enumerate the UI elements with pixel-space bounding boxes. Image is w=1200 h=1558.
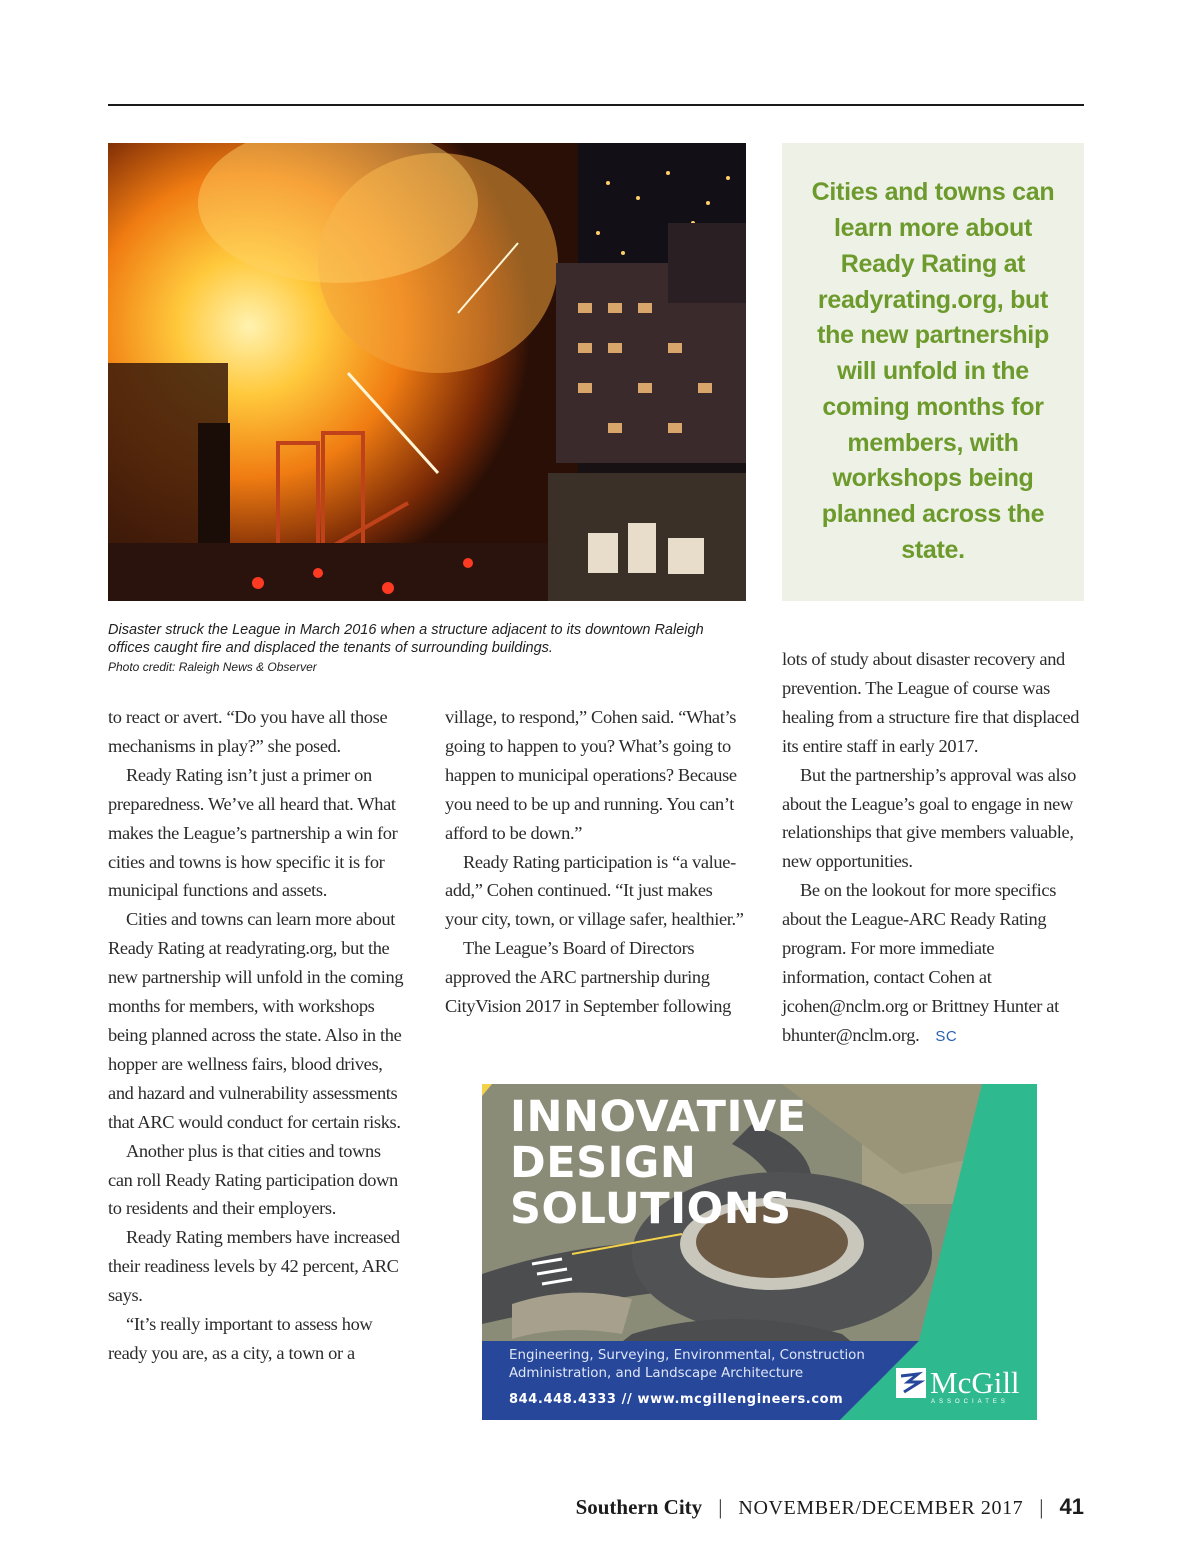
mcgill-logo-subtitle: ASSOCIATES [931,1399,1009,1405]
caption-text: Disaster struck the League in March 2016 when a structure adjacent to its downtown Raleigh offices caught fire and displaced the tenants of surrounding buildings. [108,622,704,656]
ad-headline [510,1094,807,1232]
mcgill-logo [896,1365,1020,1405]
fire-photo [108,143,746,601]
paragraph: The League’s Board of Directors approved the ARC partnership during CityVision 2017 in September following [445,938,731,1017]
article-column-1 [108,703,408,1368]
paragraph: Ready Rating participation is “a value-add,” Cohen continued. “It just makes your city, town, or village safer, healthier.” [445,851,744,930]
pull-quote-text: Cities and towns can learn more about Ready Rating at readyrating.org, but the new partnership will unfold in the coming months for members, with workshops being planned across the state. [811,178,1055,565]
ad-services-line: Administration, and Landscape Architecture [509,1366,804,1381]
top-rule [108,104,1084,106]
paragraph: Ready Rating isn’t just a primer on preparedness. We’ve all heard that. What makes the League’s partnership a win for cities and towns is how specific it is for municipal functions and assets. [108,764,398,901]
ad-headline-line: SOLUTIONS [510,1184,792,1234]
article-column-3 [782,645,1084,1052]
page-footer [576,1494,1084,1520]
ad-services-line: Engineering, Surveying, Environmental, Construction [509,1348,865,1363]
paragraph: Ready Rating members have increased their readiness levels by 42 percent, ARC says. [108,1227,400,1306]
issue-date: NOVEMBER/DECEMBER 2017 [738,1497,1024,1519]
paragraph: lots of study about disaster recovery and prevention. The League of course was healing from a structure fire that displaced its entire staff in early 2017. [782,649,1080,756]
mcgill-advertisement[interactable] [482,1084,1037,1420]
end-mark: SC [935,1027,958,1045]
fire-photo-illustration [108,143,746,601]
pull-quote-box [782,143,1084,601]
paragraph: “It’s really important to assess how ready you are, as a city, a town or a [108,1314,373,1363]
photo-credit: Photo credit: Raleigh News & Observer [108,660,317,674]
paragraph-text: Be on the lookout for more specifics about the League-ARC Ready Rating program. For more immediate information, contact Cohen at jcohen@nclm.org or Brittney Hunter at bhunter@nclm.org. [782,880,1059,1045]
footer-separator: | [718,1495,723,1519]
paragraph: village, to respond,” Cohen said. “What’s going to happen to you? What’s going to happen to municipal operations? Because you need to be up and running. You can’t afford to be down.” [445,707,737,843]
paragraph: But the partnership’s approval was also about the League’s goal to engage in new relationships that give members valuable, new opportunities. [782,764,1076,872]
page-number: 41 [1059,1494,1084,1519]
footer-separator: | [1039,1495,1044,1519]
ad-headline-line: DESIGN [510,1138,697,1188]
mcgill-logo-icon [896,1368,926,1398]
ad-contact-info[interactable]: 844.448.4333 // www.mcgillengineers.com [509,1392,844,1407]
mcgill-logo-name: McGill [930,1365,1020,1400]
paragraph: to react or avert. “Do you have all those mechanisms in play?” she posed. [108,707,388,756]
ad-services [509,1347,869,1383]
article-column-2 [445,703,747,1021]
magazine-name: Southern City [575,1495,703,1519]
paragraph [782,876,1084,1051]
paragraph: Another plus is that cities and towns can roll Ready Rating participation down to residents and their employers. [108,1140,398,1219]
ad-headline-line: INNOVATIVE [510,1092,807,1142]
photo-caption [108,621,748,676]
paragraph: Cities and towns can learn more about Ready Rating at readyrating.org, but the new partnership will unfold in the coming months for members, with workshops being planned across the state. Also in the hopper are wellness fairs, blood drives, and hazard and vulnerability assessments that ARC would conduct for certain risks. [108,909,404,1132]
